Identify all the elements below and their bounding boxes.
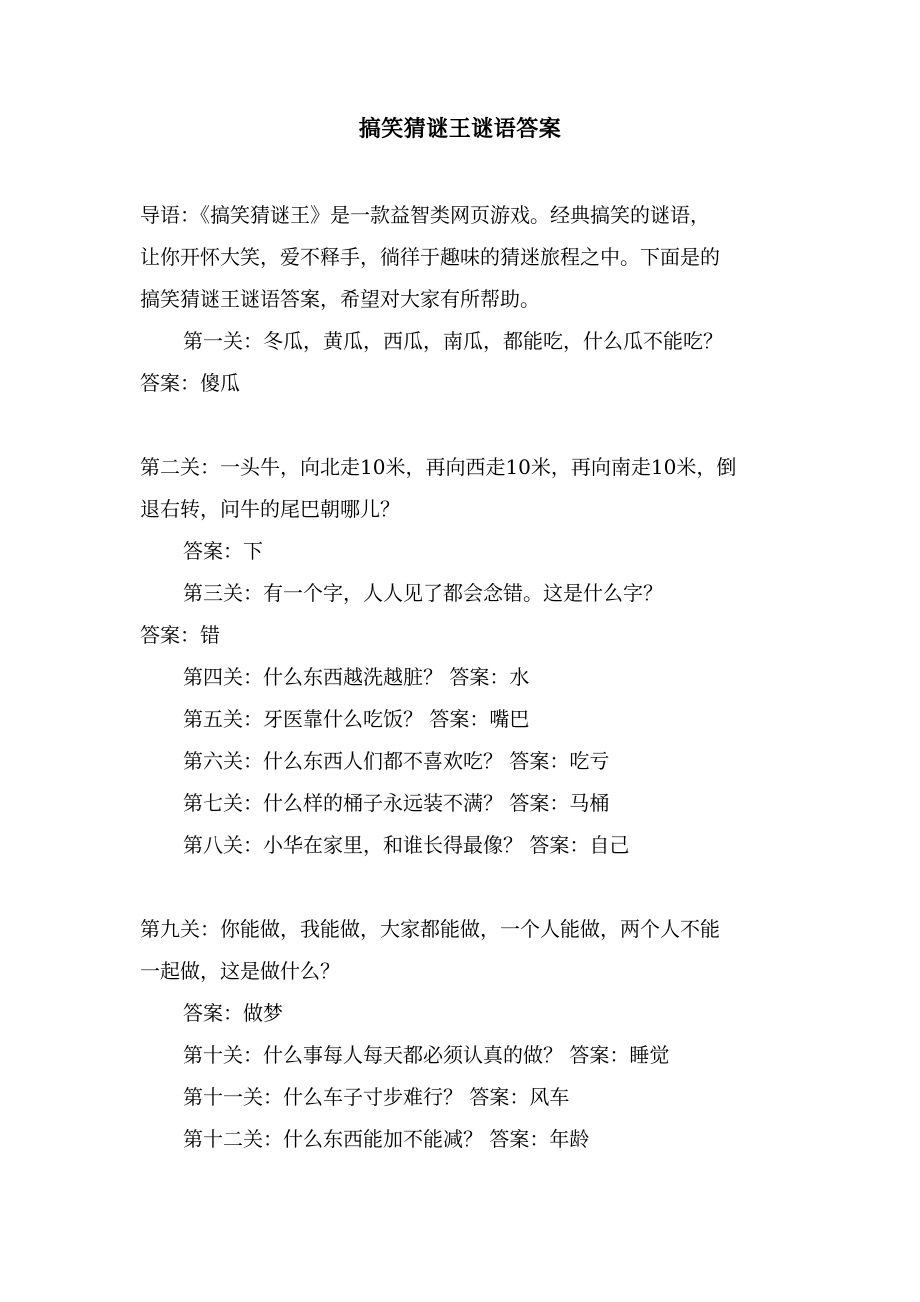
page-title: 搞笑猜谜王谜语答案 (358, 116, 562, 142)
riddle-5: 第五关：牙医靠什么吃饭？ 答案：嘴巴 (183, 707, 530, 731)
riddle-2-answer: 答案：下 (183, 539, 263, 563)
intro-line-1: 导语：《搞笑猜谜王》是一款益智类网页游戏。经典搞笑的谜语， (140, 203, 710, 227)
riddle-1-answer: 答案：傻瓜 (140, 371, 240, 395)
riddle-3-question: 第三关：有一个字，人人见了都会念错。这是什么字？ (183, 581, 663, 605)
riddle-2-question-line-1: 第二关：一头牛，向北走10米，再向西走10米，再向南走10米，倒 (140, 455, 737, 479)
riddle-3-answer: 答案：错 (140, 623, 220, 647)
intro-line-3: 搞笑猜谜王谜语答案，希望对大家有所帮助。 (140, 287, 540, 311)
riddle-1-question: 第一关：冬瓜，黄瓜，西瓜，南瓜，都能吃，什么瓜不能吃？ (183, 329, 723, 353)
riddle-9-answer: 答案：做梦 (183, 1001, 283, 1025)
riddle-4: 第四关：什么东西越洗越脏？ 答案：水 (183, 665, 530, 689)
riddle-12: 第十二关：什么东西能加不能减？ 答案：年龄 (183, 1127, 590, 1151)
riddle-8: 第八关：小华在家里，和谁长得最像？ 答案：自己 (183, 833, 630, 857)
riddle-7: 第七关：什么样的桶子永远装不满？ 答案：马桶 (183, 791, 610, 815)
riddle-6: 第六关：什么东西人们都不喜欢吃？ 答案：吃亏 (183, 749, 610, 773)
riddle-9-question-line-1: 第九关：你能做，我能做，大家都能做，一个人能做，两个人不能 (140, 917, 720, 941)
riddle-9-question-line-2: 一起做，这是做什么？ (140, 959, 340, 983)
riddle-2-question-line-2: 退右转，问牛的尾巴朝哪儿？ (140, 497, 400, 521)
riddle-11: 第十一关：什么车子寸步难行？ 答案：风车 (183, 1085, 570, 1109)
riddle-10: 第十关：什么事每人每天都必须认真的做？ 答案：睡觉 (183, 1043, 670, 1067)
intro-line-2: 让你开怀大笑，爱不释手，徜徉于趣味的猜迷旅程之中。下面是的 (140, 245, 720, 269)
